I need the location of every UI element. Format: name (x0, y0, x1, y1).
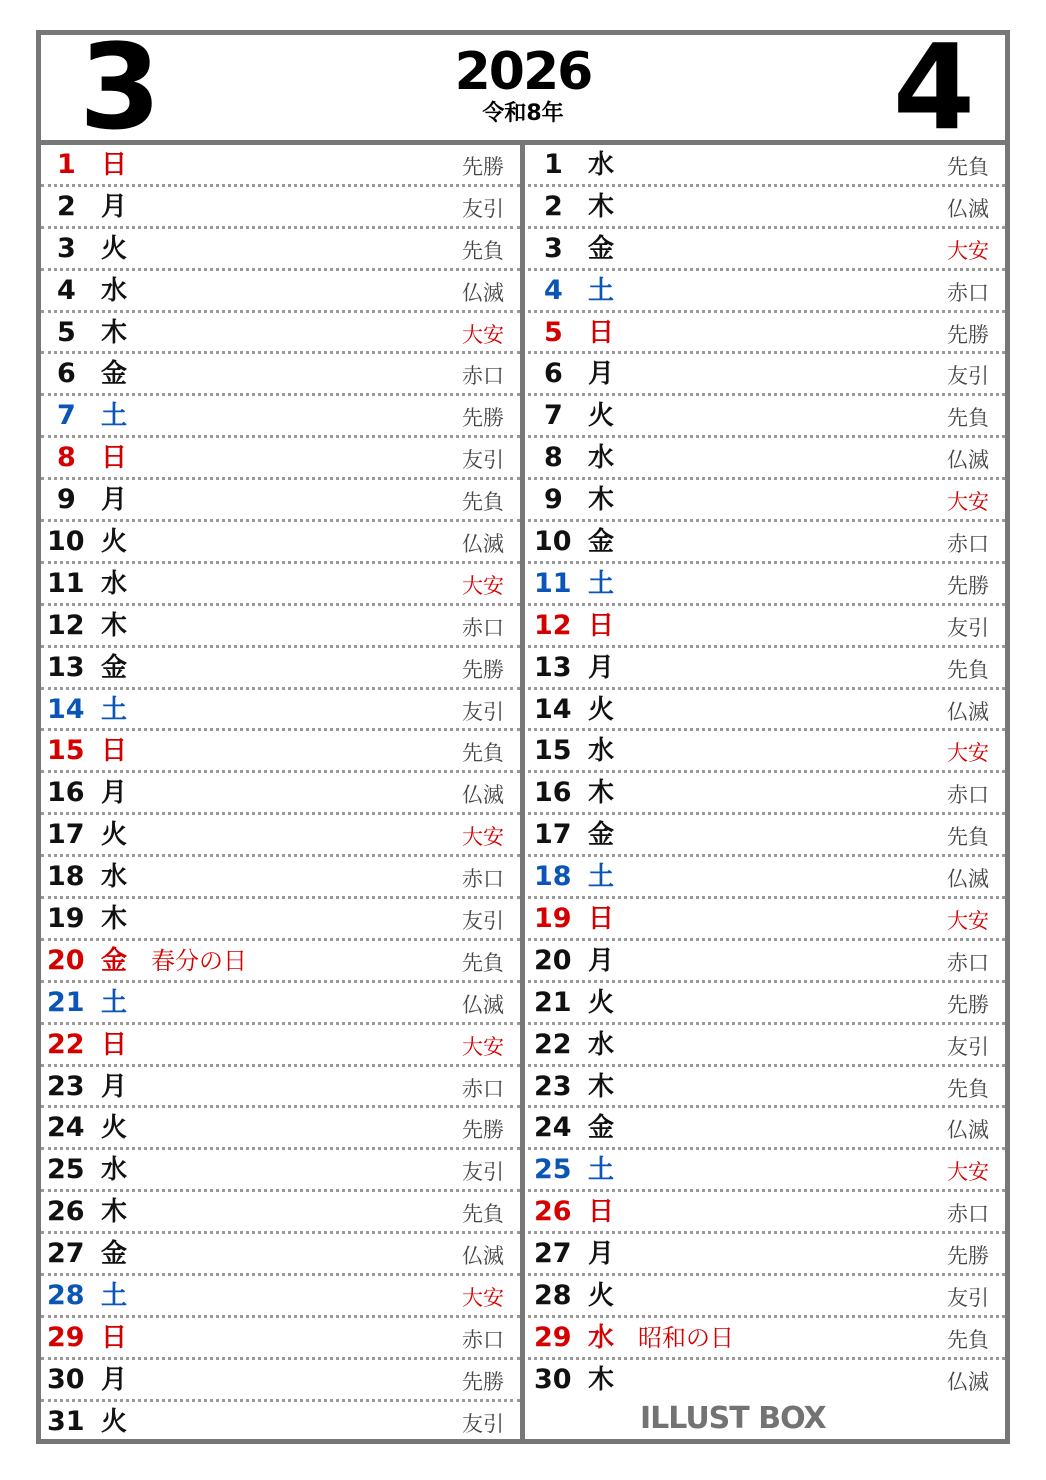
day-number: 10 (47, 526, 85, 558)
rokuyo-label: 友引 (947, 615, 989, 640)
day-row (528, 564, 1005, 606)
day-number: 30 (47, 1363, 85, 1395)
rokuyo-label: 先負 (462, 1202, 504, 1227)
day-row (528, 438, 1005, 480)
rokuyo-label: 仏滅 (462, 1244, 504, 1269)
day-number: 13 (534, 651, 572, 683)
day-row (528, 522, 1005, 564)
rokuyo-label: 赤口 (462, 1076, 504, 1101)
rokuyo-label: 大安 (947, 909, 989, 934)
day-number: 9 (544, 484, 563, 516)
rokuyo-label: 先負 (462, 490, 504, 515)
day-row (528, 731, 1005, 773)
day-number: 11 (47, 567, 85, 599)
day-number: 2 (544, 190, 563, 222)
rokuyo-label: 仏滅 (947, 699, 989, 724)
weekday-label: 月 (588, 652, 615, 683)
day-number: 20 (534, 944, 572, 976)
rokuyo-label: 先負 (947, 657, 989, 682)
day-number: 7 (57, 400, 76, 432)
day-row (41, 1067, 520, 1109)
rokuyo-label: 赤口 (462, 1327, 504, 1352)
weekday-label: 日 (101, 1029, 128, 1060)
day-row (41, 1360, 520, 1402)
weekday-label: 月 (101, 1364, 128, 1395)
weekday-label: 火 (588, 401, 615, 432)
weekday-label: 水 (588, 736, 615, 767)
rokuyo-label: 先勝 (947, 322, 989, 347)
day-number: 8 (57, 442, 76, 474)
rokuyo-label: 先勝 (947, 992, 989, 1017)
weekday-label: 土 (101, 401, 128, 432)
weekday-label: 土 (588, 275, 615, 306)
weekday-label: 火 (101, 1113, 128, 1144)
rokuyo-label: 仏滅 (947, 1369, 989, 1394)
rokuyo-label: 先負 (947, 1327, 989, 1352)
rokuyo-label: 先負 (947, 155, 989, 179)
rokuyo-label: 先負 (462, 950, 504, 975)
day-row (41, 1025, 520, 1067)
rokuyo-label: 先勝 (947, 1244, 989, 1269)
rokuyo-label: 先負 (947, 825, 989, 850)
weekday-label: 日 (588, 904, 615, 935)
rokuyo-label: 赤口 (947, 280, 989, 305)
day-number: 2 (57, 190, 76, 222)
day-row (41, 1108, 520, 1150)
day-row (41, 1192, 520, 1234)
rokuyo-label: 先負 (947, 406, 989, 431)
weekday-label: 水 (101, 1155, 128, 1186)
weekday-label: 金 (101, 945, 128, 976)
weekday-label: 日 (101, 443, 128, 474)
rokuyo-label: 大安 (462, 1034, 504, 1059)
day-row (528, 899, 1005, 941)
weekday-label: 土 (588, 862, 615, 893)
day-row (41, 1402, 520, 1441)
weekday-label: 火 (101, 233, 128, 264)
day-row (528, 857, 1005, 899)
day-row (528, 1234, 1005, 1276)
holiday-name: 春分の日 (151, 946, 247, 975)
day-number: 30 (534, 1363, 572, 1395)
weekday-label: 月 (588, 359, 615, 390)
watermark: ILLUST BOX (640, 1401, 826, 1436)
day-number: 17 (534, 819, 572, 851)
day-number: 24 (47, 1112, 85, 1144)
day-row (41, 899, 520, 941)
day-number: 15 (534, 735, 572, 767)
day-number: 4 (57, 274, 76, 306)
rokuyo-label: 仏滅 (462, 532, 504, 557)
day-row (41, 773, 520, 815)
year-label: 2026 (454, 42, 592, 102)
day-number: 24 (534, 1112, 572, 1144)
day-row (41, 648, 520, 690)
rokuyo-label: 大安 (462, 322, 504, 347)
rokuyo-label: 赤口 (462, 615, 504, 640)
day-row (41, 1150, 520, 1192)
weekday-label: 金 (588, 233, 615, 264)
day-row (41, 606, 520, 648)
weekday-label: 火 (101, 527, 128, 558)
day-number: 28 (534, 1280, 572, 1312)
weekday-label: 月 (101, 778, 128, 809)
weekday-label: 木 (101, 317, 128, 348)
rokuyo-label: 仏滅 (947, 1118, 989, 1143)
weekday-label: 日 (101, 736, 128, 767)
day-number: 9 (57, 484, 76, 516)
day-row (41, 187, 520, 229)
rokuyo-label: 大安 (947, 238, 989, 263)
day-number: 19 (47, 903, 85, 935)
weekday-label: 水 (588, 1029, 615, 1060)
day-row (528, 396, 1005, 438)
day-number: 26 (47, 1196, 85, 1228)
weekday-label: 木 (101, 610, 128, 641)
day-number: 10 (534, 526, 572, 558)
day-row (41, 271, 520, 313)
weekday-label: 火 (588, 987, 615, 1018)
day-number: 8 (544, 442, 563, 474)
rokuyo-label: 大安 (462, 573, 504, 598)
day-row (528, 187, 1005, 229)
rokuyo-label: 赤口 (947, 783, 989, 808)
weekday-label: 木 (588, 1364, 615, 1395)
day-row (41, 522, 520, 564)
day-number: 21 (47, 986, 85, 1018)
weekday-label: 土 (101, 1281, 128, 1312)
day-row (41, 731, 520, 773)
calendar-header (41, 35, 1005, 145)
day-row (41, 1318, 520, 1360)
rokuyo-label: 先勝 (462, 155, 504, 179)
day-row (528, 354, 1005, 396)
day-row (41, 229, 520, 271)
weekday-label: 日 (101, 1322, 128, 1353)
weekday-label: 土 (101, 987, 128, 1018)
day-number: 31 (47, 1405, 85, 1437)
day-number: 19 (534, 903, 572, 935)
weekday-label: 火 (101, 1406, 128, 1437)
day-number: 26 (534, 1196, 572, 1228)
day-number: 25 (534, 1154, 572, 1186)
day-number: 14 (534, 693, 572, 725)
weekday-label: 水 (588, 443, 615, 474)
weekday-label: 日 (588, 317, 615, 348)
day-number: 23 (47, 1070, 85, 1102)
weekday-label: 土 (588, 568, 615, 599)
rokuyo-label: 大安 (462, 825, 504, 850)
rokuyo-label: 先負 (947, 1076, 989, 1101)
day-row (41, 857, 520, 899)
rokuyo-label: 赤口 (462, 364, 504, 389)
day-number: 21 (534, 986, 572, 1018)
day-number: 29 (534, 1321, 572, 1353)
rokuyo-label: 友引 (462, 448, 504, 473)
day-row (528, 1192, 1005, 1234)
rokuyo-label: 友引 (462, 1411, 504, 1436)
weekday-label: 火 (101, 820, 128, 851)
rokuyo-label: 仏滅 (462, 783, 504, 808)
day-number: 3 (544, 232, 563, 264)
weekday-label: 日 (588, 1197, 615, 1228)
rokuyo-label: 赤口 (462, 867, 504, 892)
day-number: 15 (47, 735, 85, 767)
day-number: 17 (47, 819, 85, 851)
weekday-label: 水 (101, 862, 128, 893)
day-number: 20 (47, 944, 85, 976)
day-number: 23 (534, 1070, 572, 1102)
day-number: 11 (534, 567, 572, 599)
calendar-frame (36, 30, 1010, 1444)
weekday-label: 木 (588, 778, 615, 809)
day-row (41, 480, 520, 522)
weekday-label: 火 (588, 694, 615, 725)
day-row (41, 564, 520, 606)
day-number: 13 (47, 651, 85, 683)
day-number: 1 (544, 149, 563, 180)
rokuyo-label: 大安 (947, 1160, 989, 1185)
right-month-number: 4 (892, 35, 975, 145)
rokuyo-label: 仏滅 (947, 867, 989, 892)
weekday-label: 月 (101, 485, 128, 516)
day-number: 25 (47, 1154, 85, 1186)
day-number: 16 (534, 777, 572, 809)
rokuyo-label: 赤口 (947, 532, 989, 557)
weekday-label: 水 (588, 150, 615, 180)
day-row (41, 313, 520, 355)
day-row (528, 1150, 1005, 1192)
day-number: 16 (47, 777, 85, 809)
weekday-label: 金 (588, 1113, 615, 1144)
rokuyo-label: 大安 (947, 741, 989, 766)
day-row (41, 1276, 520, 1318)
day-number: 12 (534, 609, 572, 641)
day-row (41, 354, 520, 396)
weekday-label: 日 (101, 150, 128, 180)
rokuyo-label: 仏滅 (462, 280, 504, 305)
day-number: 22 (47, 1028, 85, 1060)
day-row (41, 396, 520, 438)
weekday-label: 日 (588, 610, 615, 641)
day-row (528, 1318, 1005, 1360)
rokuyo-label: 友引 (947, 1286, 989, 1311)
holiday-name: 昭和の日 (638, 1323, 734, 1352)
rokuyo-label: 友引 (462, 196, 504, 221)
day-row (528, 773, 1005, 815)
weekday-label: 水 (588, 1322, 615, 1353)
weekday-label: 木 (588, 191, 615, 222)
day-row (528, 271, 1005, 313)
weekday-label: 月 (588, 1239, 615, 1270)
day-row (528, 1025, 1005, 1067)
day-number: 27 (534, 1238, 572, 1270)
day-number: 6 (57, 358, 76, 390)
day-number: 3 (57, 232, 76, 264)
day-row (41, 438, 520, 480)
day-row (528, 1108, 1005, 1150)
rokuyo-label: 大安 (947, 490, 989, 515)
day-row (41, 1234, 520, 1276)
day-number: 27 (47, 1238, 85, 1270)
day-row (528, 606, 1005, 648)
rokuyo-label: 友引 (947, 364, 989, 389)
day-row (528, 1067, 1005, 1109)
rokuyo-label: 友引 (462, 909, 504, 934)
rokuyo-label: 仏滅 (462, 992, 504, 1017)
day-number: 5 (57, 316, 76, 348)
weekday-label: 金 (101, 652, 128, 683)
day-row (528, 313, 1005, 355)
day-number: 12 (47, 609, 85, 641)
weekday-label: 土 (588, 1155, 615, 1186)
day-number: 1 (57, 149, 76, 180)
weekday-label: 金 (588, 527, 615, 558)
weekday-label: 土 (101, 694, 128, 725)
rokuyo-label: 先勝 (462, 1369, 504, 1394)
day-number: 6 (544, 358, 563, 390)
day-row (41, 983, 520, 1025)
weekday-label: 金 (101, 1239, 128, 1270)
rokuyo-label: 友引 (947, 1034, 989, 1059)
weekday-label: 木 (588, 1071, 615, 1102)
rokuyo-label: 赤口 (947, 950, 989, 975)
weekday-label: 水 (101, 275, 128, 306)
rokuyo-label: 先負 (462, 238, 504, 263)
weekday-label: 月 (101, 191, 128, 222)
weekday-label: 月 (588, 945, 615, 976)
day-number: 18 (47, 861, 85, 893)
rokuyo-label: 友引 (462, 699, 504, 724)
weekday-label: 金 (588, 820, 615, 851)
day-row (528, 229, 1005, 271)
day-row (528, 648, 1005, 690)
day-row (528, 690, 1005, 732)
weekday-label: 木 (588, 485, 615, 516)
rokuyo-label: 先負 (462, 741, 504, 766)
day-row (528, 1276, 1005, 1318)
day-number: 28 (47, 1280, 85, 1312)
day-row (41, 815, 520, 857)
weekday-label: 水 (101, 568, 128, 599)
day-row (41, 941, 520, 983)
day-number: 22 (534, 1028, 572, 1060)
day-row (41, 145, 520, 187)
day-row (528, 480, 1005, 522)
rokuyo-label: 先勝 (462, 1118, 504, 1143)
day-number: 18 (534, 861, 572, 893)
weekday-label: 木 (101, 904, 128, 935)
rokuyo-label: 仏滅 (947, 448, 989, 473)
weekday-label: 木 (101, 1197, 128, 1228)
day-row (41, 690, 520, 732)
rokuyo-label: 大安 (462, 1286, 504, 1311)
day-row (528, 145, 1005, 187)
day-number: 7 (544, 400, 563, 432)
rokuyo-label: 仏滅 (947, 196, 989, 221)
april-column (528, 145, 1005, 1439)
day-row (528, 815, 1005, 857)
day-number: 29 (47, 1321, 85, 1353)
rokuyo-label: 先勝 (462, 657, 504, 682)
rokuyo-label: 赤口 (947, 1202, 989, 1227)
weekday-label: 金 (101, 359, 128, 390)
day-number: 14 (47, 693, 85, 725)
day-number: 4 (544, 274, 563, 306)
rokuyo-label: 先勝 (947, 573, 989, 598)
rokuyo-label: 先勝 (462, 406, 504, 431)
weekday-label: 火 (588, 1281, 615, 1312)
weekday-label: 月 (101, 1071, 128, 1102)
march-column (41, 145, 525, 1439)
day-number: 5 (544, 316, 563, 348)
era-label: 令和8年 (482, 101, 564, 126)
day-row (528, 941, 1005, 983)
day-row (528, 983, 1005, 1025)
left-month-number: 3 (79, 35, 162, 145)
day-row (528, 1360, 1005, 1399)
rokuyo-label: 友引 (462, 1160, 504, 1185)
